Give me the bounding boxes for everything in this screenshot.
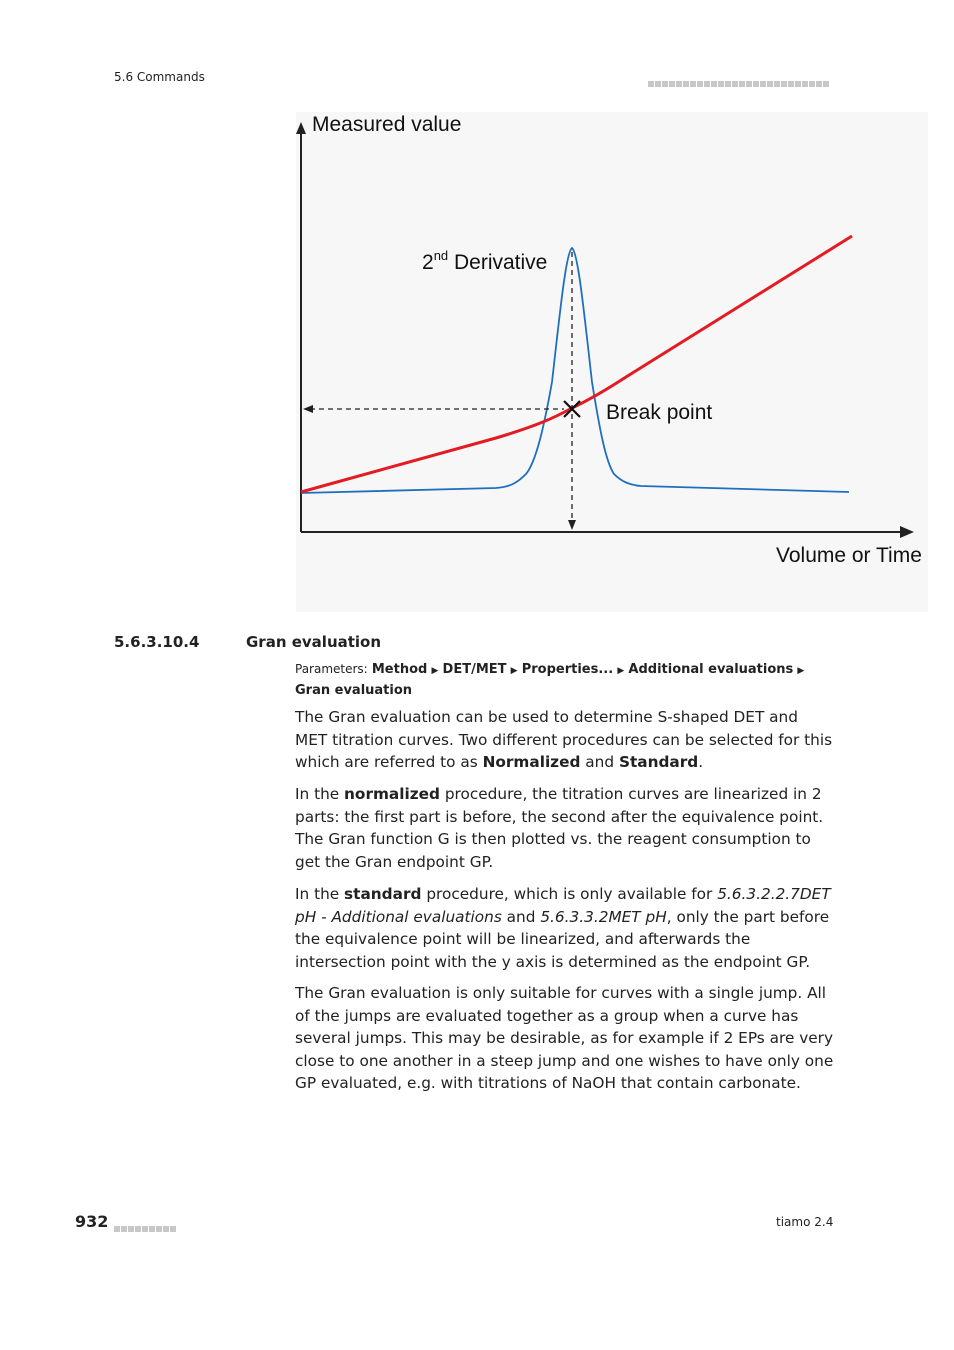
param-det-met: DET/MET — [442, 662, 507, 677]
x-axis-label: Volume or Time — [776, 544, 922, 567]
link-met-ph[interactable]: 5.6.3.3.2MET pH — [540, 907, 667, 926]
y-axis-arrow — [296, 122, 306, 134]
horizontal-guide-arrow — [303, 405, 313, 413]
paragraph-standard: In the standard procedure, which is only available for 5.6.3.2.2.7DET pH - Additional evaluations and 5.6.3.3.2MET pH, only the part before the equivalence point will be linearized, and afterwards the intersection point with the y axis is determined as the endpoint GP. — [295, 885, 831, 971]
path-separator-icon: ▶ — [510, 666, 518, 676]
derivative-curve — [301, 248, 849, 493]
path-separator-icon: ▶ — [617, 666, 625, 676]
paragraph-suitability: The Gran evaluation is only suitable for curves with a single jump. All of the jumps are evaluated together as a group when a curve has several jumps. This may be desirable, as for example if 2 EPs are very close to one another in a steep jump and one wishes to have only one GP evaluated, e.g. with titrations of NaOH that contain carbonate. — [295, 984, 834, 1092]
x-axis-arrow — [900, 526, 914, 538]
footer-product: tiamo 2.4 — [776, 1215, 834, 1229]
param-gran-evaluation: Gran evaluation — [295, 683, 413, 698]
path-separator-icon: ▶ — [431, 666, 439, 676]
section-number: 5.6.3.10.4 — [114, 633, 200, 651]
path-separator-icon: ▶ — [797, 666, 805, 676]
footer-decoration — [114, 1218, 177, 1237]
parameters-path — [295, 660, 830, 700]
section-title: Gran evaluation — [246, 633, 382, 651]
running-header-section: 5.6 Commands — [114, 70, 205, 84]
parameters-label: Parameters: — [295, 662, 368, 676]
param-method: Method — [371, 662, 428, 677]
vertical-guide-arrow — [568, 520, 576, 530]
header-decoration — [648, 73, 830, 92]
param-properties: Properties... — [521, 662, 614, 677]
page-number: 932 — [75, 1212, 109, 1231]
paragraph-intro: The Gran evaluation can be used to determine S-shaped DET and MET titration curves. Two different procedures can be selected for this which are referred to as Normalized and Standard. — [295, 708, 833, 771]
break-point-label: Break point — [606, 401, 713, 424]
link-det-ph-additional-evaluations[interactable]: 5.6.3.2.2.7DET pH - Additional evaluations — [295, 885, 831, 926]
measured-value-curve — [301, 236, 852, 492]
param-additional-evaluations: Additional evaluations — [628, 662, 794, 677]
derivative-label: 2nd Derivative — [422, 248, 548, 274]
paragraph-normalized: In the normalized procedure, the titration curves are linearized in 2 parts: the first part is before, the second after the equivalence point. The Gran function G is then plotted vs. the reagent consumption to get the Gran endpoint GP. — [295, 785, 824, 871]
gran-break-point-figure — [296, 112, 928, 612]
y-axis-label: Measured value — [312, 113, 462, 136]
